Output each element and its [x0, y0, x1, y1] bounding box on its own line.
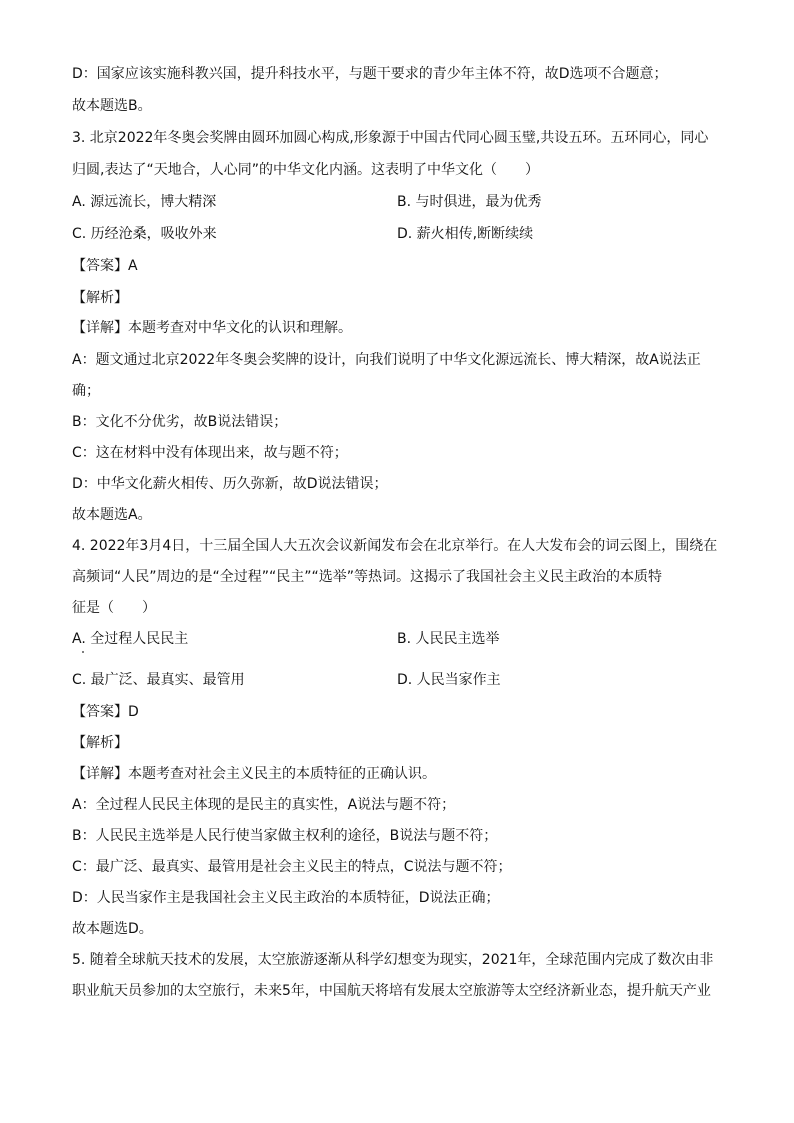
q4-analysis-label: 【解析】 [72, 735, 128, 751]
q3-stem-line-1: 3. 北京2022年冬奥会奖牌由圆环加圆心构成,形象源于中国古代同心圆玉璧,共设五环。五环同心，同心 [72, 130, 709, 146]
q3-option-c: C. 历经沧桑，吸收外来 [72, 226, 217, 242]
q4-option-c: C. 最广泛、最真实、最管用 [72, 672, 245, 688]
q3-option-d: D. 薪火相传,断断续续 [397, 226, 534, 242]
q5-stem-line-2: 职业航天员参加的太空旅行，未来5年，中国航天将培有发展太空旅游等太空经济新业态，提升航天产业 [72, 983, 711, 999]
q4-stem-line-1: 4. 2022年3月4日，十三届全国人大五次会议新闻发布会在北京举行。在人大发布会的词云图上，围绕在 [72, 538, 718, 554]
q4-detail: 【详解】本题考查对社会主义民主的本质特征的正确认识。 [72, 766, 436, 782]
q4-option-a: A. 全过程人民民主 [72, 631, 189, 647]
q3-option-a: A. 源远流长，博大精深 [72, 194, 217, 210]
q3-analysis-label: 【解析】 [72, 290, 128, 306]
q4-option-d: D. 人民当家作主 [397, 672, 501, 688]
prev-option-d-explanation: D：国家应该实施科教兴国，提升科技水平，与题干要求的青少年主体不符，故D选项不合题意； [72, 66, 668, 82]
stray-mark [82, 651, 84, 653]
q4-stem-line-3: 征是（ ） [72, 600, 156, 616]
q4-option-b: B. 人民民主选举 [397, 631, 500, 647]
q4-conclusion: 故本题选D。 [72, 921, 153, 937]
q4-explain-d: D：人民当家作主是我国社会主义民主政治的本质特征，D说法正确； [72, 890, 500, 906]
q3-answer: 【答案】A [72, 258, 138, 274]
q3-stem-line-2: 归圆,表达了“天地合，人心同”的中华文化内涵。这表明了中华文化（ ） [72, 162, 539, 178]
q3-explain-b: B：文化不分优劣，故B说法错误； [72, 414, 288, 430]
q4-explain-c: C：最广泛、最真实、最管用是社会主义民主的特点，C说法与题不符； [72, 859, 512, 875]
q3-conclusion: 故本题选A。 [72, 507, 152, 523]
q3-explain-d: D：中华文化薪火相传、历久弥新，故D说法错误； [72, 476, 388, 492]
q3-explain-a-line-2: 确； [72, 383, 100, 399]
q4-explain-b: B：人民民主选举是人民行使当家做主权利的途径，B说法与题不符； [72, 828, 498, 844]
q4-explain-a: A：全过程人民民主体现的是民主的真实性，A说法与题不符； [72, 797, 456, 813]
q4-stem-line-2: 高频词“人民”周边的是“全过程”“民主”“选举”等热词。这揭示了我国社会主义民主政治的本质特 [72, 569, 663, 585]
q3-detail: 【详解】本题考查对中华文化的认识和理解。 [72, 320, 352, 336]
q3-explain-a-line-1: A：题文通过北京2022年冬奥会奖牌的设计，向我们说明了中华文化源远流长、博大精深，故A说法正 [72, 352, 701, 368]
q3-explain-c: C：这在材料中没有体现出来，故与题不符； [72, 445, 348, 461]
q5-stem-line-1: 5. 随着全球航天技术的发展，太空旅游逐渐从科学幻想变为现实，2021年，全球范围内完成了数次由非 [72, 952, 714, 968]
q3-option-b: B. 与时俱进，最为优秀 [397, 194, 542, 210]
prev-conclusion: 故本题选B。 [72, 98, 152, 114]
q4-answer: 【答案】D [72, 704, 139, 720]
